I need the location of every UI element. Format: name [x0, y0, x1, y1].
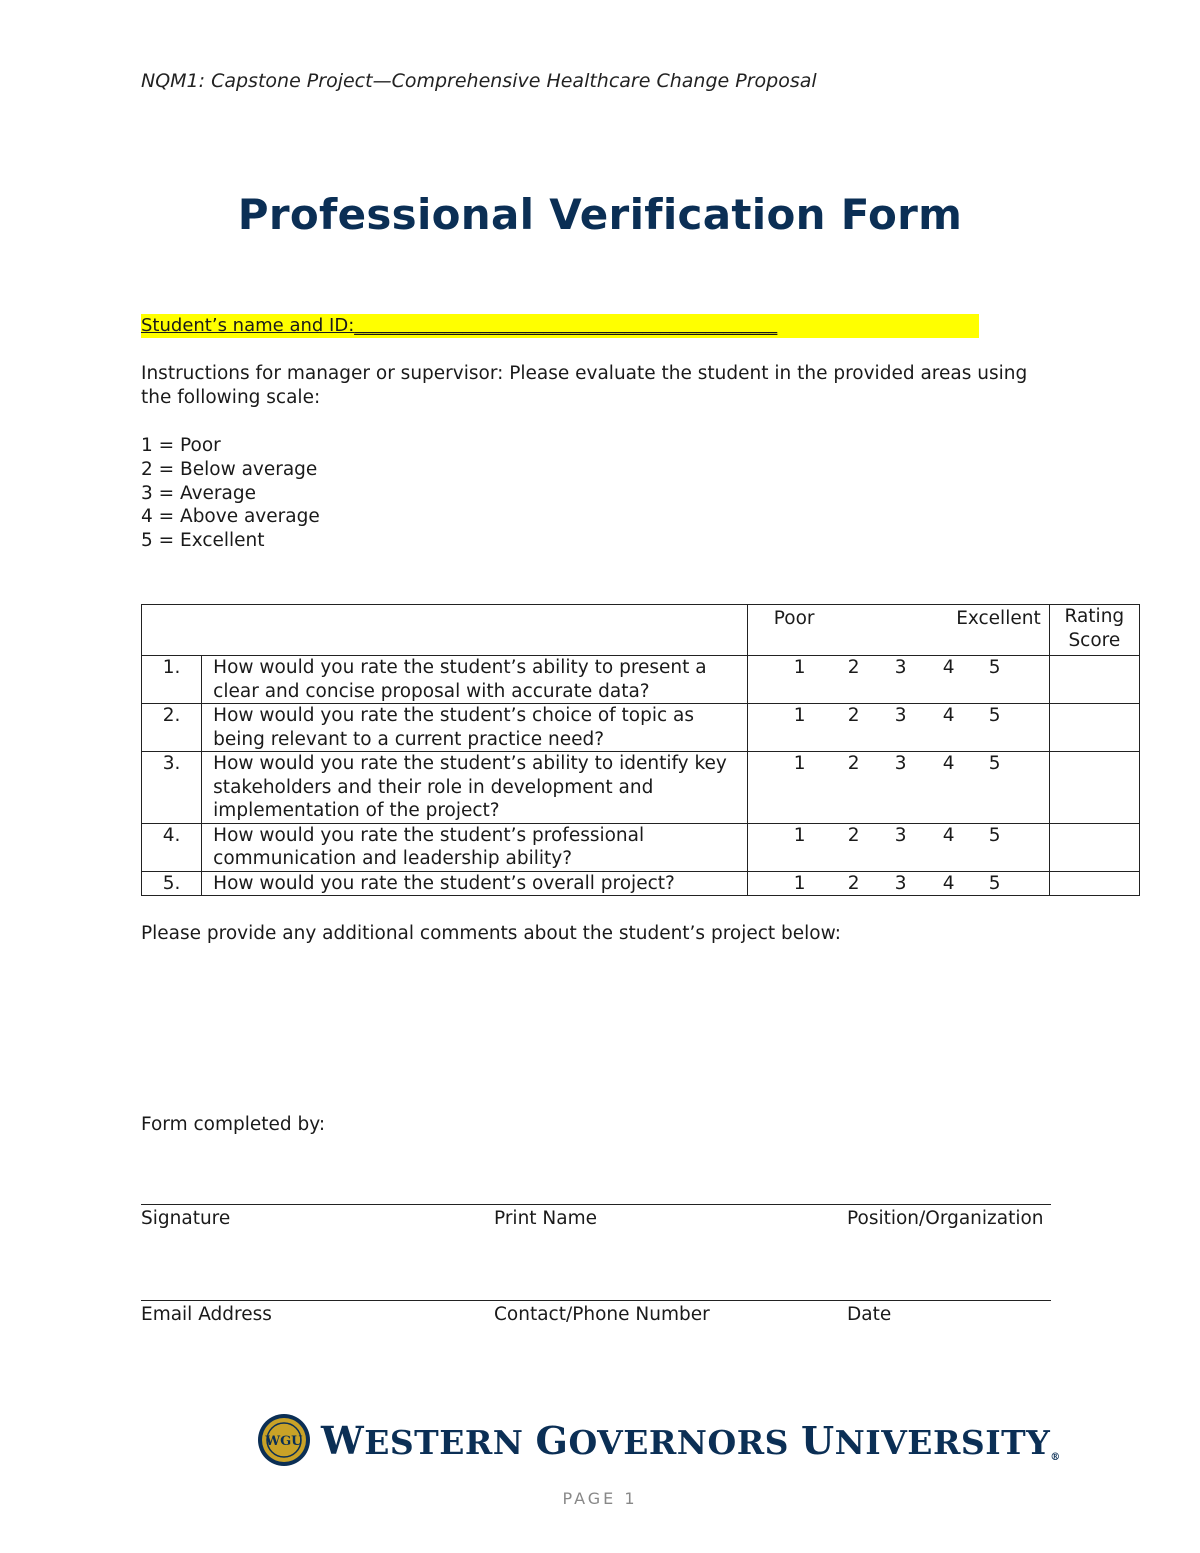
scale-item: 1 = Poor [141, 435, 221, 456]
rating-options[interactable] [747, 704, 1049, 752]
rating-option-5[interactable]: 5 [988, 753, 1001, 774]
row-question: How would you rate the student’s professional communication and leadership ability? [202, 823, 748, 871]
rating-options[interactable] [747, 823, 1049, 871]
print-name-label: Print Name [494, 1208, 598, 1229]
poor-label: Poor [773, 608, 815, 629]
rating-option-4[interactable]: 4 [942, 753, 955, 774]
rating-score-cell[interactable] [1049, 871, 1139, 896]
rating-scale-legend [141, 434, 320, 553]
page-number: PAGE 1 [562, 1489, 638, 1508]
rating-options[interactable] [747, 871, 1049, 896]
scale-item: 5 = Excellent [141, 530, 265, 552]
rating-score-cell[interactable] [1049, 656, 1139, 704]
rating-options[interactable] [747, 752, 1049, 824]
row-number: 4. [142, 823, 202, 871]
evaluation-table [141, 604, 1140, 896]
student-name-label: Student’s name and ID: [141, 315, 355, 336]
header-blank-cell [142, 605, 748, 656]
row-number: 3. [142, 752, 202, 824]
phone-number-label: Contact/Phone Number [494, 1304, 710, 1325]
row-number: 1. [142, 656, 202, 704]
row-question: How would you rate the student’s ability to identify key stakeholders and their role in development and implementation of the project? [202, 752, 748, 824]
rating-option-4[interactable]: 4 [942, 657, 955, 678]
email-address-label: Email Address [141, 1304, 272, 1325]
signature-label: Signature [141, 1208, 231, 1229]
wgu-seal-icon [257, 1413, 311, 1467]
rating-option-2[interactable]: 2 [847, 753, 860, 774]
scale-item: 3 = Average [141, 482, 257, 504]
rating-option-5[interactable]: 5 [988, 657, 1001, 678]
rating-option-1[interactable]: 1 [793, 872, 806, 894]
table-row [142, 656, 1140, 704]
scale-item: 2 = Below average [141, 458, 318, 480]
table-row [142, 752, 1140, 824]
rating-option-2[interactable]: 2 [847, 872, 860, 894]
score-label: Score [1068, 629, 1121, 651]
rating-options[interactable] [747, 656, 1049, 704]
form-completed-by-label: Form completed by: [141, 1114, 326, 1135]
row-question: How would you rate the student’s overall project? [202, 871, 748, 896]
rating-option-3[interactable]: 3 [894, 753, 907, 774]
rating-score-cell[interactable] [1049, 704, 1139, 752]
rating-option-1[interactable]: 1 [793, 753, 806, 774]
wgu-logo [257, 1413, 1061, 1467]
row-question: How would you rate the student’s ability to present a clear and concise proposal with accurate data? [202, 656, 748, 704]
rating-option-3[interactable]: 3 [894, 872, 907, 894]
table-row [142, 704, 1140, 752]
instructions: Instructions for manager or supervisor: Please evaluate the student in the provided areas using the following scale: [141, 363, 1028, 408]
table-header-row [142, 605, 1140, 656]
scale-header-cell [747, 605, 1049, 656]
signature-line-2[interactable] [141, 1300, 1051, 1301]
signature-line-1[interactable] [141, 1204, 1051, 1205]
rating-option-3[interactable]: 3 [894, 824, 907, 846]
rating-option-1[interactable]: 1 [793, 657, 806, 678]
rating-option-2[interactable]: 2 [847, 705, 860, 726]
rating-option-1[interactable]: 1 [793, 824, 806, 846]
course-header: NQM1: Capstone Project—Comprehensive Healthcare Change Proposal [141, 70, 817, 92]
rating-score-header [1049, 605, 1139, 656]
rating-label: Rating [1064, 606, 1125, 627]
comments-prompt: Please provide any additional comments about the student’s project below: [141, 923, 841, 944]
rating-option-3[interactable]: 3 [894, 657, 907, 678]
wgu-wordmark: WESTERN GOVERNORS UNIVERSITY® [321, 1417, 1061, 1463]
table-row [142, 823, 1140, 871]
rating-option-2[interactable]: 2 [847, 824, 860, 846]
rating-option-5[interactable]: 5 [988, 872, 1001, 894]
student-name-id-field[interactable] [141, 314, 979, 338]
page-title: Professional Verification Form [237, 190, 963, 239]
student-name-blank: _______________________________________________ [354, 315, 778, 336]
rating-option-5[interactable]: 5 [988, 824, 1001, 846]
rating-option-3[interactable]: 3 [894, 705, 907, 726]
scale-item: 4 = Above average [141, 506, 320, 528]
table-row [142, 871, 1140, 896]
row-question: How would you rate the student’s choice of topic as being relevant to a current practice need? [202, 704, 748, 752]
excellent-label: Excellent [956, 608, 1041, 629]
date-label: Date [847, 1304, 892, 1325]
rating-option-2[interactable]: 2 [847, 657, 860, 678]
rating-option-4[interactable]: 4 [942, 705, 955, 726]
rating-option-1[interactable]: 1 [793, 705, 806, 726]
rating-option-4[interactable]: 4 [942, 872, 955, 894]
rating-option-5[interactable]: 5 [988, 705, 1001, 726]
seal-text: WGU [265, 1434, 303, 1449]
position-organization-label: Position/Organization [847, 1208, 1044, 1229]
row-number: 5. [142, 871, 202, 896]
row-number: 2. [142, 704, 202, 752]
rating-score-cell[interactable] [1049, 752, 1139, 824]
rating-score-cell[interactable] [1049, 823, 1139, 871]
rating-option-4[interactable]: 4 [942, 824, 955, 846]
